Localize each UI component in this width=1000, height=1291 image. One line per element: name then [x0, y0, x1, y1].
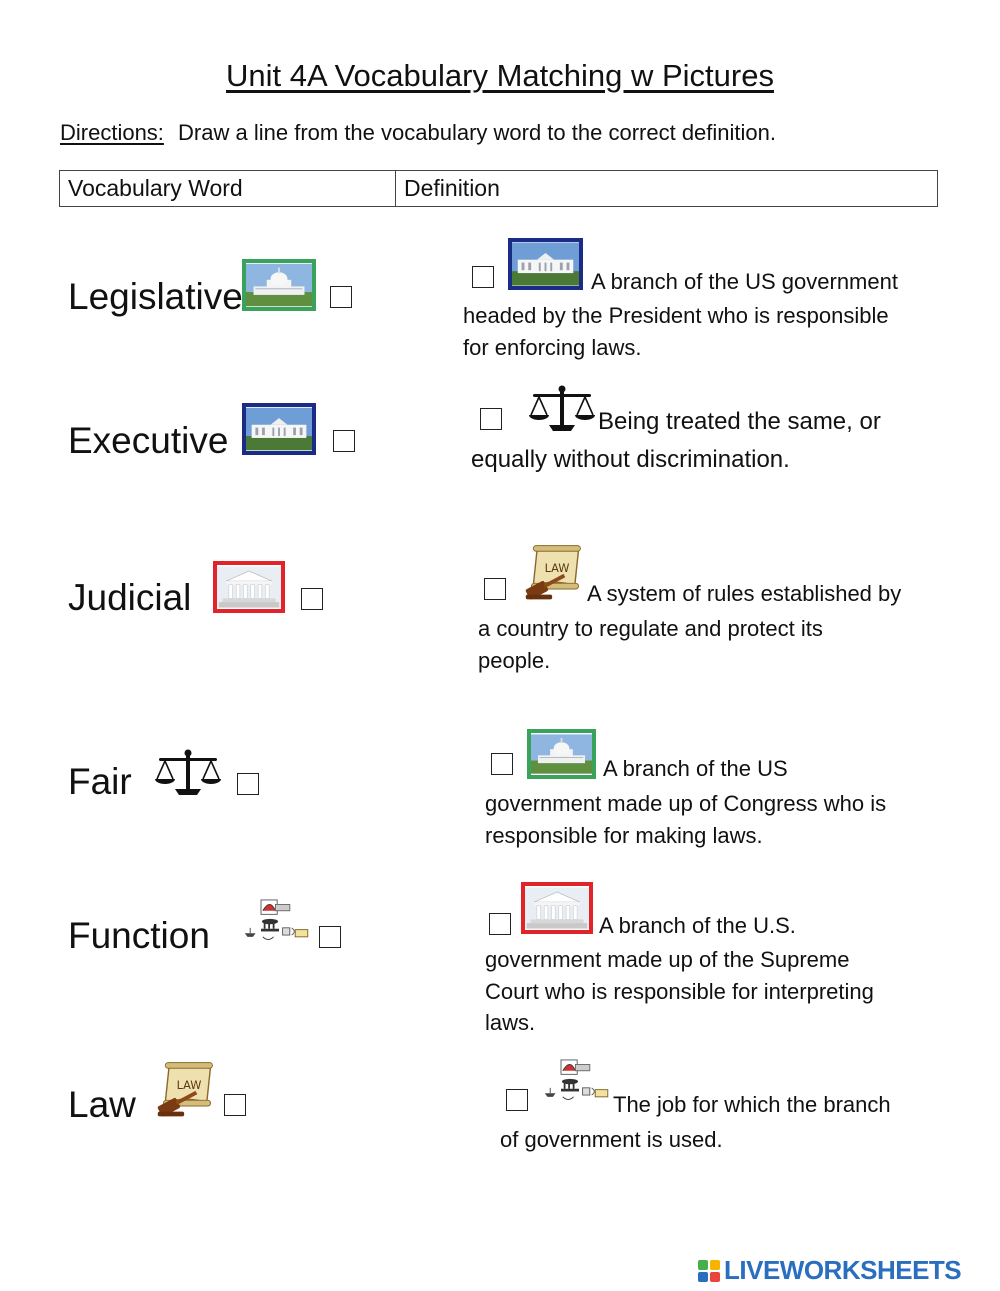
definition-5-line-4: laws.: [485, 1010, 536, 1035]
law-scroll-gavel-icon: [522, 543, 588, 601]
word-function: Function: [68, 915, 210, 956]
scales-icon: [526, 383, 598, 433]
definition-3-line-2: a country to regulate and protect its: [478, 616, 823, 641]
word-checkbox-function[interactable]: [319, 926, 341, 948]
white-house-icon: [508, 238, 583, 290]
header-vocabulary-word: Vocabulary Word: [60, 171, 396, 206]
definition-checkbox-2[interactable]: [480, 408, 502, 430]
definition-3-line-1: A system of rules established by: [587, 581, 902, 606]
definition-checkbox-5[interactable]: [489, 913, 511, 935]
supreme-court-icon: [521, 882, 593, 934]
word-checkbox-executive[interactable]: [333, 430, 355, 452]
liveworksheets-brand: [697, 1255, 961, 1286]
word-judicial: Judicial: [68, 577, 192, 618]
definition-4-line-1: A branch of the US: [603, 756, 788, 781]
definition-checkbox-3[interactable]: [484, 578, 506, 600]
word-legislative: Legislative: [68, 276, 243, 317]
directions: [60, 120, 776, 146]
definition-checkbox-4[interactable]: [491, 753, 513, 775]
definition-1-line-2: headed by the President who is responsible: [463, 303, 889, 328]
definition-1-line-3: for enforcing laws.: [463, 335, 642, 360]
definition-checkbox-1[interactable]: [472, 266, 494, 288]
word-executive: Executive: [68, 420, 229, 461]
directions-label: Directions:: [60, 120, 164, 145]
capitol-icon: [527, 729, 596, 779]
definition-5-line-1: A branch of the U.S.: [599, 913, 796, 938]
definition-5-line-3: Court who is responsible for interpreting: [485, 979, 874, 1004]
definition-4-line-3: responsible for making laws.: [485, 823, 763, 848]
capitol-icon: [242, 259, 316, 311]
definition-6-line-2: of government is used.: [500, 1127, 723, 1152]
table-header: [59, 170, 938, 207]
law-scroll-gavel-icon: [154, 1060, 220, 1118]
definition-5-line-2: government made up of the Supreme: [485, 947, 850, 972]
definition-6-line-1: The job for which the branch: [613, 1092, 891, 1117]
government-collage-icon: [243, 895, 315, 949]
page-title: Unit 4A Vocabulary Matching w Pictures: [226, 58, 774, 93]
definition-checkbox-6[interactable]: [506, 1089, 528, 1111]
scales-icon: [153, 747, 223, 797]
word-checkbox-legislative[interactable]: [330, 286, 352, 308]
definition-3-line-3: people.: [478, 648, 551, 673]
definition-2-line-1: Being treated the same, or: [598, 408, 881, 435]
liveworksheets-text: LIVEWORKSHEETS: [724, 1255, 962, 1285]
header-definition: Definition: [404, 175, 500, 201]
government-collage-icon: [543, 1055, 615, 1109]
word-checkbox-law[interactable]: [224, 1094, 246, 1116]
definition-4-line-2: government made up of Congress who is: [485, 791, 887, 816]
liveworksheets-logo-icon: [697, 1259, 721, 1283]
supreme-court-icon: [213, 561, 285, 613]
word-checkbox-judicial[interactable]: [301, 588, 323, 610]
definition-2-line-2: equally without discrimination.: [471, 446, 790, 473]
word-checkbox-fair[interactable]: [237, 773, 259, 795]
word-fair: Fair: [68, 761, 132, 802]
definition-1-line-1: A branch of the US government: [591, 269, 898, 294]
white-house-icon: [242, 403, 316, 455]
directions-text: Draw a line from the vocabulary word to the correct definition.: [178, 120, 776, 145]
word-law: Law: [68, 1084, 136, 1125]
